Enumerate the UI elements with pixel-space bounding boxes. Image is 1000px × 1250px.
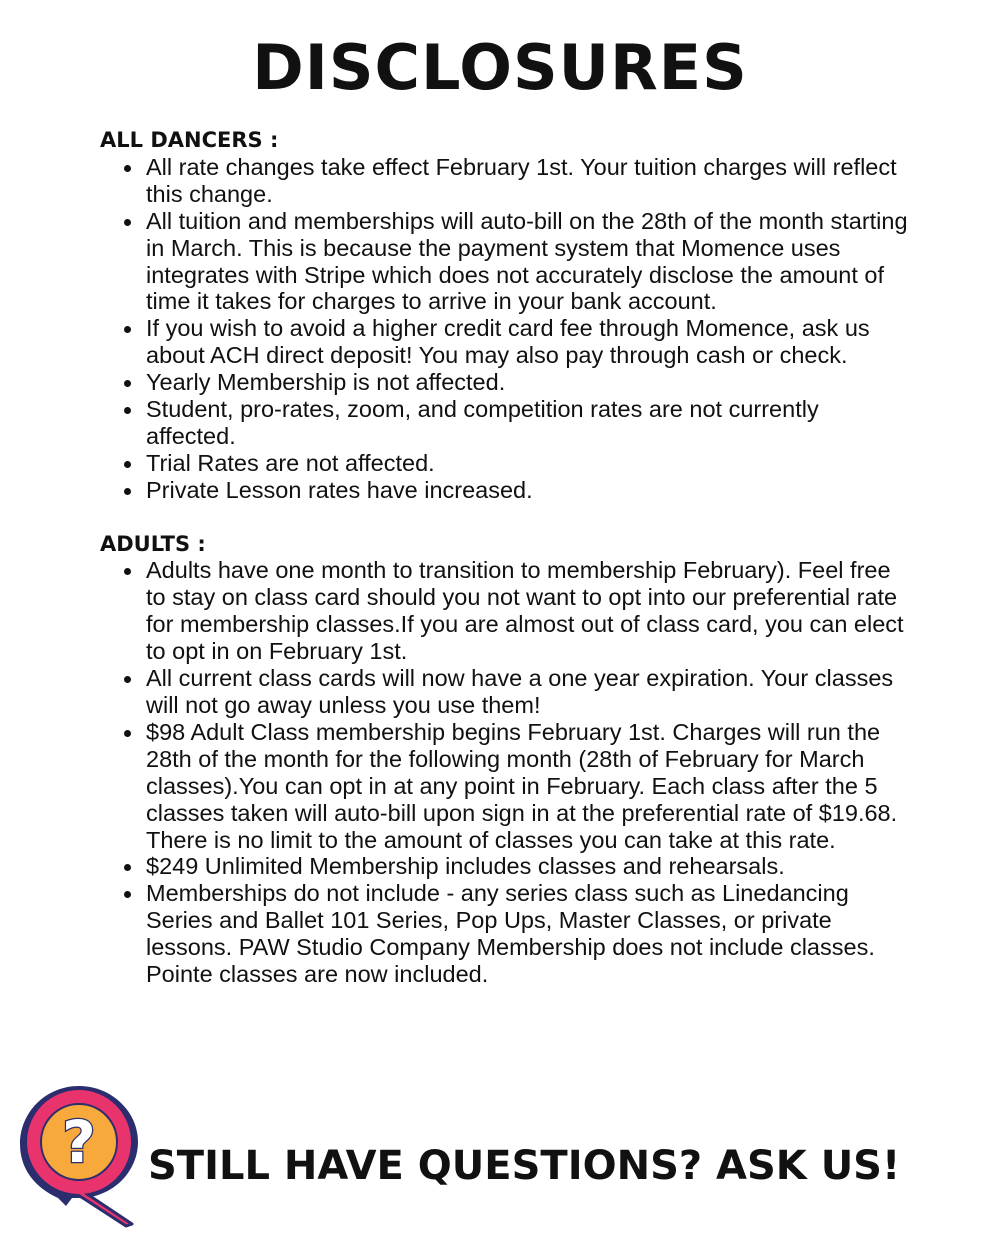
question-mark-glyph: ? [62,1108,96,1176]
section-adults [100,531,910,988]
list-item: If you wish to avoid a higher credit card fee through Momence, ask us about ACH direct deposit! You may also pay through cash or check. [146,315,910,369]
list-item: $249 Unlimited Membership includes classes and rehearsals. [146,853,910,880]
section-spacer [100,504,910,531]
adults-list [100,557,910,988]
page-title: DISCLOSURES [252,31,748,104]
list-item: Private Lesson rates have increased. [146,477,910,504]
list-item: $98 Adult Class membership begins February 1st. Charges will run the 28th of the month for the following month (28th of February for March classes).You can opt in at any point in February. Each class after the 5 classes taken will auto-bill upon sign in at the preferential rate of $19.68. There is no limit to the amount of classes you can take at this rate. [146,719,910,854]
list-item: All current class cards will now have a one year expiration. Your classes will not go away unless you use them! [146,665,910,719]
section-all-dancers [100,127,910,504]
list-item: Memberships do not include - any series class such as Linedancing Series and Ballet 101 Series, Pop Ups, Master Classes, or private lessons. PAW Studio Company Membership does not include classes. Pointe classes are now included. [146,880,910,988]
list-item: Yearly Membership is not affected. [146,369,910,396]
list-item: All rate changes take effect February 1st. Your tuition charges will reflect this change. [146,154,910,208]
list-item: Student, pro-rates, zoom, and competition rates are not currently affected. [146,396,910,450]
section-heading-adults: ADULTS : [100,531,206,556]
question-speech-bubble-icon [14,1080,144,1230]
list-item: All tuition and memberships will auto-bill on the 28th of the month starting in March. This is because the payment system that Momence uses integrates with Stripe which does not accurately disclose the amount of time it takes for charges to arrive in your bank account. [146,208,910,316]
disclosures-content [100,127,910,988]
section-heading-all-dancers: ALL DANCERS : [100,128,279,152]
list-item: Adults have one month to transition to membership February). Feel free to stay on class card should you not want to opt into our preferential rate for membership classes.If you are almost out of class card, you can elect to opt in on February 1st. [146,557,910,665]
all-dancers-list [100,154,910,504]
list-item: Trial Rates are not affected. [146,450,910,477]
footer-cta: STILL HAVE QUESTIONS? ASK US! [148,1143,901,1189]
